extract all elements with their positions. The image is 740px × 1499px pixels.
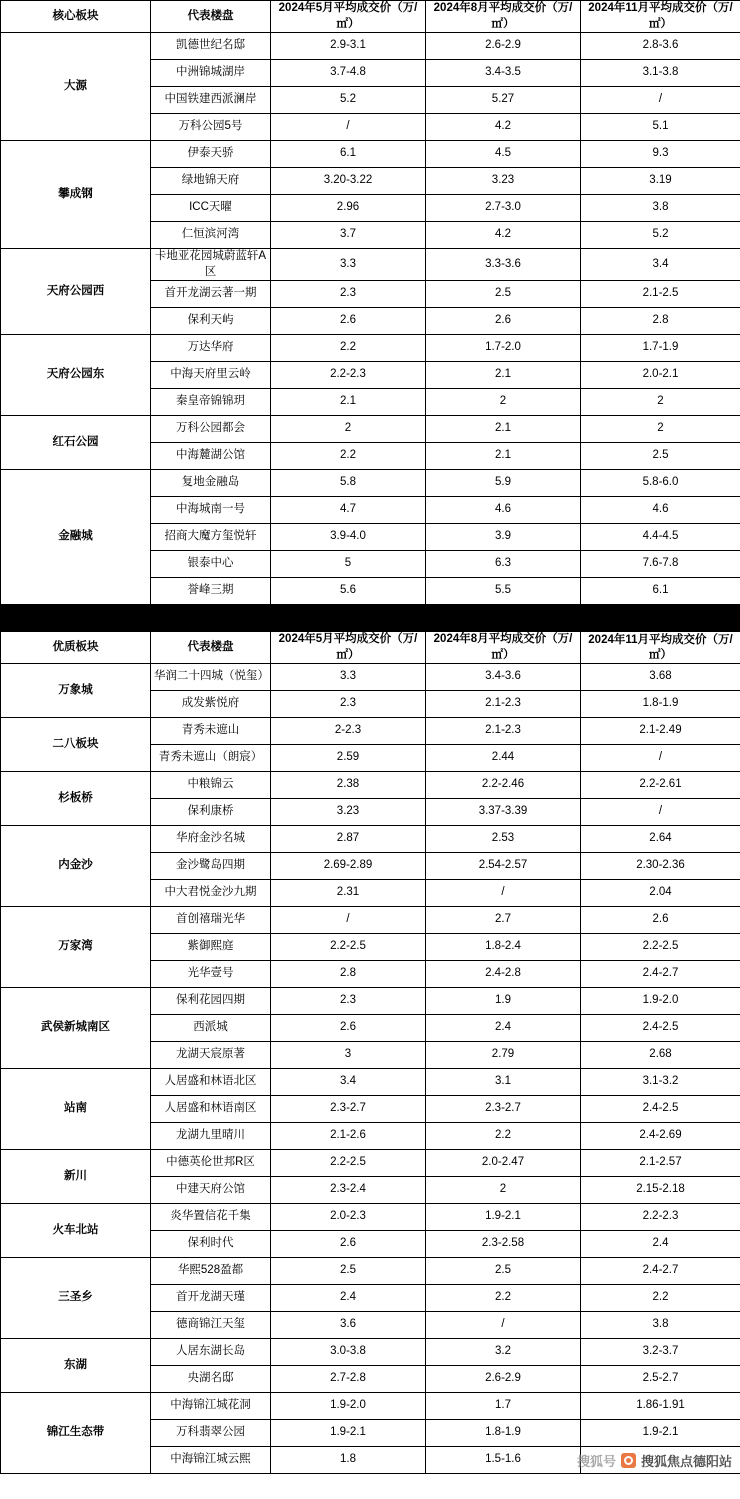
price-may-cell: 2.38: [271, 772, 426, 799]
sector-cell: 新川: [1, 1150, 151, 1204]
price-may-cell: 2.0-2.3: [271, 1204, 426, 1231]
price-may-cell: 2.7-2.8: [271, 1366, 426, 1393]
sector-cell: 火车北站: [1, 1204, 151, 1258]
project-cell: 凯德世纪名邸: [151, 33, 271, 60]
price-aug-cell: 5.27: [426, 87, 581, 114]
sector-cell: 二八板块: [1, 718, 151, 772]
project-cell: 中海锦江城花洞: [151, 1393, 271, 1420]
price-aug-cell: 3.1: [426, 1069, 581, 1096]
project-cell: 仁恒滨河湾: [151, 222, 271, 249]
price-aug-cell: 1.5-1.6: [426, 1447, 581, 1474]
price-may-cell: 2.2-2.5: [271, 1150, 426, 1177]
price-aug-cell: 1.9-2.1: [426, 1204, 581, 1231]
project-cell: 银泰中心: [151, 551, 271, 578]
price-nov-cell: 1.9-2.0: [581, 988, 740, 1015]
price-aug-cell: 2.1-2.3: [426, 691, 581, 718]
table-row: [1, 335, 740, 362]
project-cell: 首开龙湖云著一期: [151, 281, 271, 308]
project-cell: 首创禧瑞光华: [151, 907, 271, 934]
column-header: 2024年5月平均成交价（万/㎡）: [271, 632, 426, 664]
table-row: [1, 249, 740, 281]
price-nov-cell: /: [581, 799, 740, 826]
column-header: 核心板块: [1, 1, 151, 33]
price-nov-cell: 6.1: [581, 578, 740, 605]
price-may-cell: 2.96: [271, 195, 426, 222]
price-aug-cell: 2.4: [426, 1015, 581, 1042]
price-nov-cell: 2.8-3.6: [581, 33, 740, 60]
price-may-cell: 5.6: [271, 578, 426, 605]
watermark-account: 搜狐焦点德阳站: [640, 1454, 732, 1470]
price-may-cell: 2.1-2.6: [271, 1123, 426, 1150]
project-cell: 复地金融岛: [151, 470, 271, 497]
price-aug-cell: 3.4-3.6: [426, 664, 581, 691]
price-nov-cell: 2.5-2.7: [581, 1366, 740, 1393]
price-aug-cell: 2.0-2.47: [426, 1150, 581, 1177]
project-cell: 华府金沙名城: [151, 826, 271, 853]
price-may-cell: 2.2: [271, 335, 426, 362]
price-may-cell: 6.1: [271, 141, 426, 168]
price-nov-cell: [581, 1447, 740, 1474]
project-cell: 人居盛和林语南区: [151, 1096, 271, 1123]
price-may-cell: 2-2.3: [271, 718, 426, 745]
price-aug-cell: 2.2: [426, 1285, 581, 1312]
sector-cell: 三圣乡: [1, 1258, 151, 1339]
price-nov-cell: 2.2-2.5: [581, 934, 740, 961]
price-may-cell: 1.8: [271, 1447, 426, 1474]
price-aug-cell: 2.2-2.46: [426, 772, 581, 799]
project-cell: 万科公园5号: [151, 114, 271, 141]
price-may-cell: 2.6: [271, 1015, 426, 1042]
price-may-cell: 2.31: [271, 880, 426, 907]
project-cell: 中海麓湖公馆: [151, 443, 271, 470]
sector-cell: 杉板桥: [1, 772, 151, 826]
price-aug-cell: 2.7: [426, 907, 581, 934]
price-may-cell: 2.6: [271, 1231, 426, 1258]
project-cell: 万科翡翠公园: [151, 1420, 271, 1447]
price-may-cell: 2.3: [271, 281, 426, 308]
table-row: [1, 907, 740, 934]
table-row: [1, 988, 740, 1015]
price-nov-cell: 5.1: [581, 114, 740, 141]
project-cell: 中海锦江城云熙: [151, 1447, 271, 1474]
price-aug-cell: 3.4-3.5: [426, 60, 581, 87]
price-nov-cell: /: [581, 87, 740, 114]
table-row: [1, 1204, 740, 1231]
table-row: [1, 1069, 740, 1096]
price-may-cell: 2.69-2.89: [271, 853, 426, 880]
watermark-brand: 搜狐号: [576, 1454, 616, 1470]
price-may-cell: 3.23: [271, 799, 426, 826]
project-cell: 人居东湖长岛: [151, 1339, 271, 1366]
sector-cell: 武侯新城南区: [1, 988, 151, 1069]
sector-cell: 东湖: [1, 1339, 151, 1393]
price-may-cell: 5.8: [271, 470, 426, 497]
price-aug-cell: 2.2: [426, 1123, 581, 1150]
price-may-cell: 3.7: [271, 222, 426, 249]
price-aug-cell: 3.2: [426, 1339, 581, 1366]
price-nov-cell: 2.0-2.1: [581, 362, 740, 389]
project-cell: 绿地锦天府: [151, 168, 271, 195]
price-may-cell: 3: [271, 1042, 426, 1069]
price-nov-cell: /: [581, 745, 740, 772]
price-may-cell: 3.7-4.8: [271, 60, 426, 87]
project-cell: 人居盛和林语北区: [151, 1069, 271, 1096]
price-aug-cell: 4.2: [426, 114, 581, 141]
price-may-cell: /: [271, 114, 426, 141]
price-aug-cell: 1.9: [426, 988, 581, 1015]
price-aug-cell: 4.6: [426, 497, 581, 524]
price-may-cell: 2.9-3.1: [271, 33, 426, 60]
project-cell: 万科公园都会: [151, 416, 271, 443]
table-row: [1, 470, 740, 497]
price-nov-cell: 2.30-2.36: [581, 853, 740, 880]
table-row: [1, 826, 740, 853]
price-nov-cell: 2.68: [581, 1042, 740, 1069]
price-nov-cell: 2.04: [581, 880, 740, 907]
price-nov-cell: 2.1-2.57: [581, 1150, 740, 1177]
project-cell: 德商锦江天玺: [151, 1312, 271, 1339]
price-aug-cell: 2.5: [426, 1258, 581, 1285]
project-cell: 青秀未遮山: [151, 718, 271, 745]
table-header-row: [1, 632, 740, 664]
table-row: [1, 664, 740, 691]
price-may-cell: 3.6: [271, 1312, 426, 1339]
project-cell: ICC天曜: [151, 195, 271, 222]
price-nov-cell: 3.1-3.8: [581, 60, 740, 87]
project-cell: 成发紫悦府: [151, 691, 271, 718]
column-header: 2024年11月平均成交价（万/㎡）: [581, 632, 740, 664]
project-cell: 招商大魔方玺悦轩: [151, 524, 271, 551]
price-nov-cell: 1.9-2.1: [581, 1420, 740, 1447]
project-cell: 保利花园四期: [151, 988, 271, 1015]
project-cell: 金沙鹭岛四期: [151, 853, 271, 880]
project-cell: 中建天府公馆: [151, 1177, 271, 1204]
table-row: [1, 718, 740, 745]
project-cell: 中大君悦金沙九期: [151, 880, 271, 907]
price-nov-cell: 2: [581, 416, 740, 443]
price-nov-cell: 2.8: [581, 308, 740, 335]
price-may-cell: 2.87: [271, 826, 426, 853]
table-row: [1, 33, 740, 60]
price-may-cell: 2.3: [271, 691, 426, 718]
price-nov-cell: 2.4-2.69: [581, 1123, 740, 1150]
price-may-cell: 2.1: [271, 389, 426, 416]
price-may-cell: 2.5: [271, 1258, 426, 1285]
price-nov-cell: 2.4-2.5: [581, 1015, 740, 1042]
table-row: [1, 1258, 740, 1285]
price-aug-cell: 2.7-3.0: [426, 195, 581, 222]
sector-cell: 攀成钢: [1, 141, 151, 249]
price-aug-cell: 2.54-2.57: [426, 853, 581, 880]
sector-cell: 红石公园: [1, 416, 151, 470]
project-cell: 龙湖天宸原著: [151, 1042, 271, 1069]
project-cell: 中海天府里云岭: [151, 362, 271, 389]
price-nov-cell: 2.1-2.5: [581, 281, 740, 308]
sector-cell: 万象城: [1, 664, 151, 718]
price-may-cell: 5: [271, 551, 426, 578]
price-aug-cell: 2.6-2.9: [426, 33, 581, 60]
price-may-cell: 2.2: [271, 443, 426, 470]
price-aug-cell: 3.23: [426, 168, 581, 195]
price-nov-cell: 5.8-6.0: [581, 470, 740, 497]
price-nov-cell: 4.6: [581, 497, 740, 524]
section-divider-bar: [1, 605, 740, 632]
sector-cell: 金融城: [1, 470, 151, 605]
project-cell: 中海城南一号: [151, 497, 271, 524]
sector-cell: 万家湾: [1, 907, 151, 988]
column-header: 代表楼盘: [151, 632, 271, 664]
sector-cell: 内金沙: [1, 826, 151, 907]
price-aug-cell: 2.4-2.8: [426, 961, 581, 988]
price-may-cell: 2.3-2.4: [271, 1177, 426, 1204]
project-cell: 保利天屿: [151, 308, 271, 335]
price-nov-cell: 2.5: [581, 443, 740, 470]
price-nov-cell: 1.8-1.9: [581, 691, 740, 718]
project-cell: 华熙528盈都: [151, 1258, 271, 1285]
project-cell: 保利时代: [151, 1231, 271, 1258]
price-may-cell: 2.2-2.3: [271, 362, 426, 389]
project-cell: 央湖名邸: [151, 1366, 271, 1393]
column-header: 优质板块: [1, 632, 151, 664]
price-nov-cell: 3.19: [581, 168, 740, 195]
project-cell: 万达华府: [151, 335, 271, 362]
price-may-cell: 2.3: [271, 988, 426, 1015]
project-cell: 中粮锦云: [151, 772, 271, 799]
column-header: 2024年8月平均成交价（万/㎡）: [426, 632, 581, 664]
price-aug-cell: 2.53: [426, 826, 581, 853]
price-may-cell: 2.59: [271, 745, 426, 772]
price-may-cell: 1.9-2.0: [271, 1393, 426, 1420]
price-may-cell: 1.9-2.1: [271, 1420, 426, 1447]
price-nov-cell: 3.4: [581, 249, 740, 281]
price-nov-cell: 3.8: [581, 195, 740, 222]
project-cell: 秦皇帝锦锦玥: [151, 389, 271, 416]
price-may-cell: 3.20-3.22: [271, 168, 426, 195]
price-aug-cell: 1.7: [426, 1393, 581, 1420]
project-cell: 保利康桥: [151, 799, 271, 826]
price-may-cell: 2.6: [271, 308, 426, 335]
price-nov-cell: 4.4-4.5: [581, 524, 740, 551]
price-aug-cell: 3.3-3.6: [426, 249, 581, 281]
price-aug-cell: 2.6: [426, 308, 581, 335]
column-header: 2024年5月平均成交价（万/㎡）: [271, 1, 426, 33]
price-aug-cell: 3.9: [426, 524, 581, 551]
price-nov-cell: 2.64: [581, 826, 740, 853]
project-cell: 龙湖九里晴川: [151, 1123, 271, 1150]
price-may-cell: 2.2-2.5: [271, 934, 426, 961]
price-nov-cell: 2.4-2.5: [581, 1096, 740, 1123]
table-row: [1, 1339, 740, 1366]
project-cell: 中洲锦城湖岸: [151, 60, 271, 87]
price-aug-cell: 4.2: [426, 222, 581, 249]
project-cell: 光华壹号: [151, 961, 271, 988]
price-aug-cell: 3.37-3.39: [426, 799, 581, 826]
sector-cell: 天府公园西: [1, 249, 151, 335]
price-aug-cell: 2: [426, 1177, 581, 1204]
price-aug-cell: 2.6-2.9: [426, 1366, 581, 1393]
table-row: [1, 1393, 740, 1420]
price-nov-cell: 2.1-2.49: [581, 718, 740, 745]
price-aug-cell: /: [426, 880, 581, 907]
price-nov-cell: 2: [581, 389, 740, 416]
sector-cell: 天府公园东: [1, 335, 151, 416]
price-aug-cell: 5.9: [426, 470, 581, 497]
price-aug-cell: 2: [426, 389, 581, 416]
price-may-cell: 2: [271, 416, 426, 443]
project-cell: 誉峰三期: [151, 578, 271, 605]
price-aug-cell: 2.44: [426, 745, 581, 772]
project-cell: 青秀未遮山（朗宸）: [151, 745, 271, 772]
price-may-cell: 3.3: [271, 249, 426, 281]
project-cell: 卡地亚花园城蔚蓝轩A区: [151, 249, 271, 281]
price-aug-cell: 2.1: [426, 443, 581, 470]
project-cell: 中国铁建西派澜岸: [151, 87, 271, 114]
sector-cell: 锦江生态带: [1, 1393, 151, 1474]
sector-cell: 大源: [1, 33, 151, 141]
price-aug-cell: 6.3: [426, 551, 581, 578]
price-nov-cell: 2.15-2.18: [581, 1177, 740, 1204]
price-aug-cell: /: [426, 1312, 581, 1339]
price-nov-cell: 3.1-3.2: [581, 1069, 740, 1096]
project-cell: 首开龙湖天瑾: [151, 1285, 271, 1312]
price-may-cell: 4.7: [271, 497, 426, 524]
table-row: [1, 416, 740, 443]
price-may-cell: 3.4: [271, 1069, 426, 1096]
price-aug-cell: 2.1-2.3: [426, 718, 581, 745]
table-header-row: [1, 1, 740, 33]
price-may-cell: 3.9-4.0: [271, 524, 426, 551]
price-nov-cell: 1.86-1.91: [581, 1393, 740, 1420]
price-aug-cell: 1.8-1.9: [426, 1420, 581, 1447]
price-may-cell: 2.8: [271, 961, 426, 988]
price-nov-cell: 5.2: [581, 222, 740, 249]
price-nov-cell: 2.4-2.7: [581, 1258, 740, 1285]
project-cell: 华润二十四城（悦玺）: [151, 664, 271, 691]
table-row: [1, 772, 740, 799]
project-cell: 西派城: [151, 1015, 271, 1042]
table-row: [1, 1150, 740, 1177]
price-nov-cell: 3.2-3.7: [581, 1339, 740, 1366]
section-divider: [1, 605, 740, 632]
price-aug-cell: 2.5: [426, 281, 581, 308]
price-aug-cell: 2.3-2.58: [426, 1231, 581, 1258]
project-cell: 伊泰天骄: [151, 141, 271, 168]
price-aug-cell: 2.1: [426, 362, 581, 389]
price-nov-cell: 3.68: [581, 664, 740, 691]
price-nov-cell: 2.2-2.61: [581, 772, 740, 799]
price-aug-cell: 2.79: [426, 1042, 581, 1069]
price-nov-cell: 3.8: [581, 1312, 740, 1339]
price-aug-cell: 1.7-2.0: [426, 335, 581, 362]
price-nov-cell: 7.6-7.8: [581, 551, 740, 578]
sector-cell: 站南: [1, 1069, 151, 1150]
price-nov-cell: 2.2: [581, 1285, 740, 1312]
column-header: 2024年8月平均成交价（万/㎡）: [426, 1, 581, 33]
price-may-cell: 2.3-2.7: [271, 1096, 426, 1123]
price-nov-cell: 1.7-1.9: [581, 335, 740, 362]
column-header: 2024年11月平均成交价（万/㎡）: [581, 1, 740, 33]
price-nov-cell: 9.3: [581, 141, 740, 168]
price-nov-cell: 2.4: [581, 1231, 740, 1258]
price-nov-cell: 2.4-2.7: [581, 961, 740, 988]
price-may-cell: 3.0-3.8: [271, 1339, 426, 1366]
project-cell: 紫御熙庭: [151, 934, 271, 961]
price-nov-cell: 2.2-2.3: [581, 1204, 740, 1231]
project-cell: 中德英伦世邦R区: [151, 1150, 271, 1177]
price-aug-cell: 5.5: [426, 578, 581, 605]
price-nov-cell: 2.6: [581, 907, 740, 934]
table-row: [1, 141, 740, 168]
price-may-cell: /: [271, 907, 426, 934]
price-may-cell: 2.4: [271, 1285, 426, 1312]
price-may-cell: 5.2: [271, 87, 426, 114]
column-header: 代表楼盘: [151, 1, 271, 33]
project-cell: 炎华置信花千集: [151, 1204, 271, 1231]
price-aug-cell: 2.1: [426, 416, 581, 443]
price-aug-cell: 2.3-2.7: [426, 1096, 581, 1123]
price-aug-cell: 1.8-2.4: [426, 934, 581, 961]
price-may-cell: 3.3: [271, 664, 426, 691]
price-aug-cell: 4.5: [426, 141, 581, 168]
